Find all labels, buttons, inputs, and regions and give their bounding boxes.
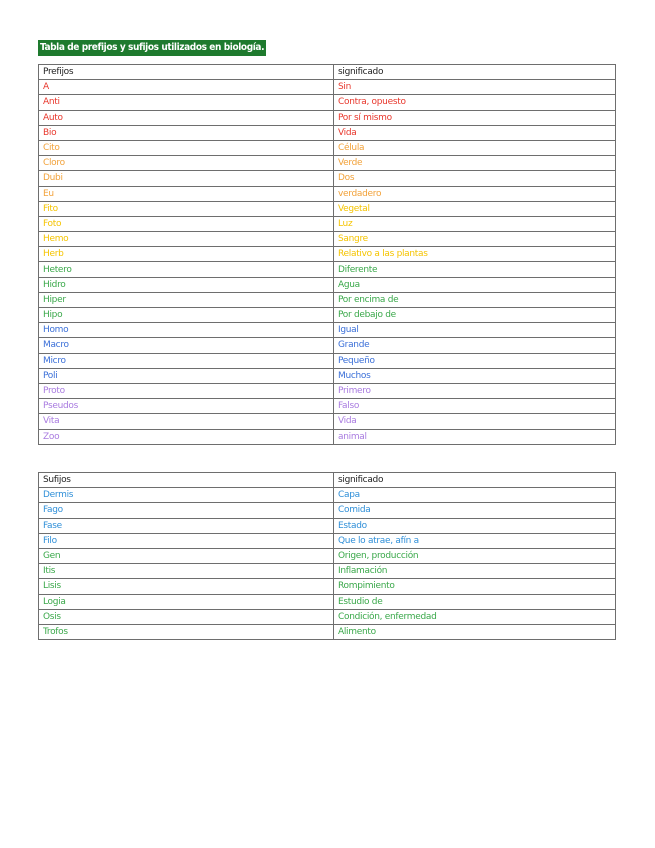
table-row	[39, 488, 616, 503]
meaning-cell: Vida	[334, 414, 616, 429]
column-header-meaning: significado	[334, 65, 616, 80]
meaning-cell: Relativo a las plantas	[334, 247, 616, 262]
term-cell: Filo	[39, 533, 334, 548]
table-row	[39, 518, 616, 533]
table-row	[39, 353, 616, 368]
term-cell: Herb	[39, 247, 334, 262]
term-cell: Hetero	[39, 262, 334, 277]
term-cell: Logia	[39, 594, 334, 609]
table-row	[39, 533, 616, 548]
table-row	[39, 140, 616, 155]
column-header-term: Prefijos	[39, 65, 334, 80]
table-row	[39, 624, 616, 639]
meaning-cell: Inflamación	[334, 564, 616, 579]
meaning-cell: Estado	[334, 518, 616, 533]
meaning-cell: Rompimiento	[334, 579, 616, 594]
column-header-meaning: significado	[334, 473, 616, 488]
term-cell: Osis	[39, 609, 334, 624]
meaning-cell: Por encima de	[334, 292, 616, 307]
meaning-cell: Sin	[334, 80, 616, 95]
term-cell: Vita	[39, 414, 334, 429]
term-cell: Bio	[39, 125, 334, 140]
table-row	[39, 338, 616, 353]
term-cell: Hiper	[39, 292, 334, 307]
term-cell: Foto	[39, 216, 334, 231]
term-cell: Gen	[39, 548, 334, 563]
meaning-cell: Diferente	[334, 262, 616, 277]
table-row	[39, 323, 616, 338]
meaning-cell: Por sí mismo	[334, 110, 616, 125]
meaning-cell: Pequeño	[334, 353, 616, 368]
table-row	[39, 171, 616, 186]
term-cell: Poli	[39, 368, 334, 383]
term-cell: Pseudos	[39, 399, 334, 414]
table-row	[39, 383, 616, 398]
term-cell: Eu	[39, 186, 334, 201]
meaning-cell: Estudio de	[334, 594, 616, 609]
meaning-cell: Luz	[334, 216, 616, 231]
table-row	[39, 277, 616, 292]
meaning-cell: Sangre	[334, 232, 616, 247]
suffix-table	[38, 472, 616, 640]
meaning-cell: Dos	[334, 171, 616, 186]
meaning-cell: Primero	[334, 383, 616, 398]
table-row	[39, 548, 616, 563]
table-row	[39, 564, 616, 579]
meaning-cell: Que lo atrae, afín a	[334, 533, 616, 548]
table-row	[39, 247, 616, 262]
table-row	[39, 414, 616, 429]
term-cell: Macro	[39, 338, 334, 353]
table-header-row	[39, 65, 616, 80]
meaning-cell: Muchos	[334, 368, 616, 383]
term-cell: Fase	[39, 518, 334, 533]
meaning-cell: Capa	[334, 488, 616, 503]
table-row	[39, 125, 616, 140]
table-row	[39, 216, 616, 231]
term-cell: Fito	[39, 201, 334, 216]
table-row	[39, 156, 616, 171]
table-row	[39, 201, 616, 216]
meaning-cell: Vida	[334, 125, 616, 140]
term-cell: Micro	[39, 353, 334, 368]
table-row	[39, 594, 616, 609]
meaning-cell: Origen, producción	[334, 548, 616, 563]
meaning-cell: Grande	[334, 338, 616, 353]
table-row	[39, 186, 616, 201]
table-row	[39, 579, 616, 594]
meaning-cell: Falso	[334, 399, 616, 414]
meaning-cell: Por debajo de	[334, 308, 616, 323]
table-row	[39, 503, 616, 518]
term-cell: Anti	[39, 95, 334, 110]
meaning-cell: Contra, opuesto	[334, 95, 616, 110]
meaning-cell: Agua	[334, 277, 616, 292]
term-cell: Trofos	[39, 624, 334, 639]
table-row	[39, 262, 616, 277]
term-cell: Dermis	[39, 488, 334, 503]
page-title: Tabla de prefijos y sufijos utilizados en biología.	[38, 40, 266, 56]
term-cell: Homo	[39, 323, 334, 338]
table-row	[39, 80, 616, 95]
meaning-cell: verdadero	[334, 186, 616, 201]
meaning-cell: Condición, enfermedad	[334, 609, 616, 624]
table-row	[39, 95, 616, 110]
term-cell: Hemo	[39, 232, 334, 247]
table-row	[39, 609, 616, 624]
meaning-cell: Igual	[334, 323, 616, 338]
term-cell: Zoo	[39, 429, 334, 444]
meaning-cell: Verde	[334, 156, 616, 171]
term-cell: Lisis	[39, 579, 334, 594]
term-cell: Cloro	[39, 156, 334, 171]
table-row	[39, 232, 616, 247]
table-row	[39, 399, 616, 414]
term-cell: Cito	[39, 140, 334, 155]
term-cell: Hidro	[39, 277, 334, 292]
prefix-table	[38, 64, 616, 445]
table-row	[39, 429, 616, 444]
meaning-cell: Vegetal	[334, 201, 616, 216]
table-row	[39, 308, 616, 323]
meaning-cell: Comida	[334, 503, 616, 518]
meaning-cell: Alimento	[334, 624, 616, 639]
table-header-row	[39, 473, 616, 488]
term-cell: Dubi	[39, 171, 334, 186]
term-cell: Hipo	[39, 308, 334, 323]
table-row	[39, 292, 616, 307]
meaning-cell: Célula	[334, 140, 616, 155]
term-cell: Itis	[39, 564, 334, 579]
term-cell: Auto	[39, 110, 334, 125]
column-header-term: Sufijos	[39, 473, 334, 488]
term-cell: A	[39, 80, 334, 95]
term-cell: Fago	[39, 503, 334, 518]
table-row	[39, 110, 616, 125]
table-row	[39, 368, 616, 383]
term-cell: Proto	[39, 383, 334, 398]
meaning-cell: animal	[334, 429, 616, 444]
